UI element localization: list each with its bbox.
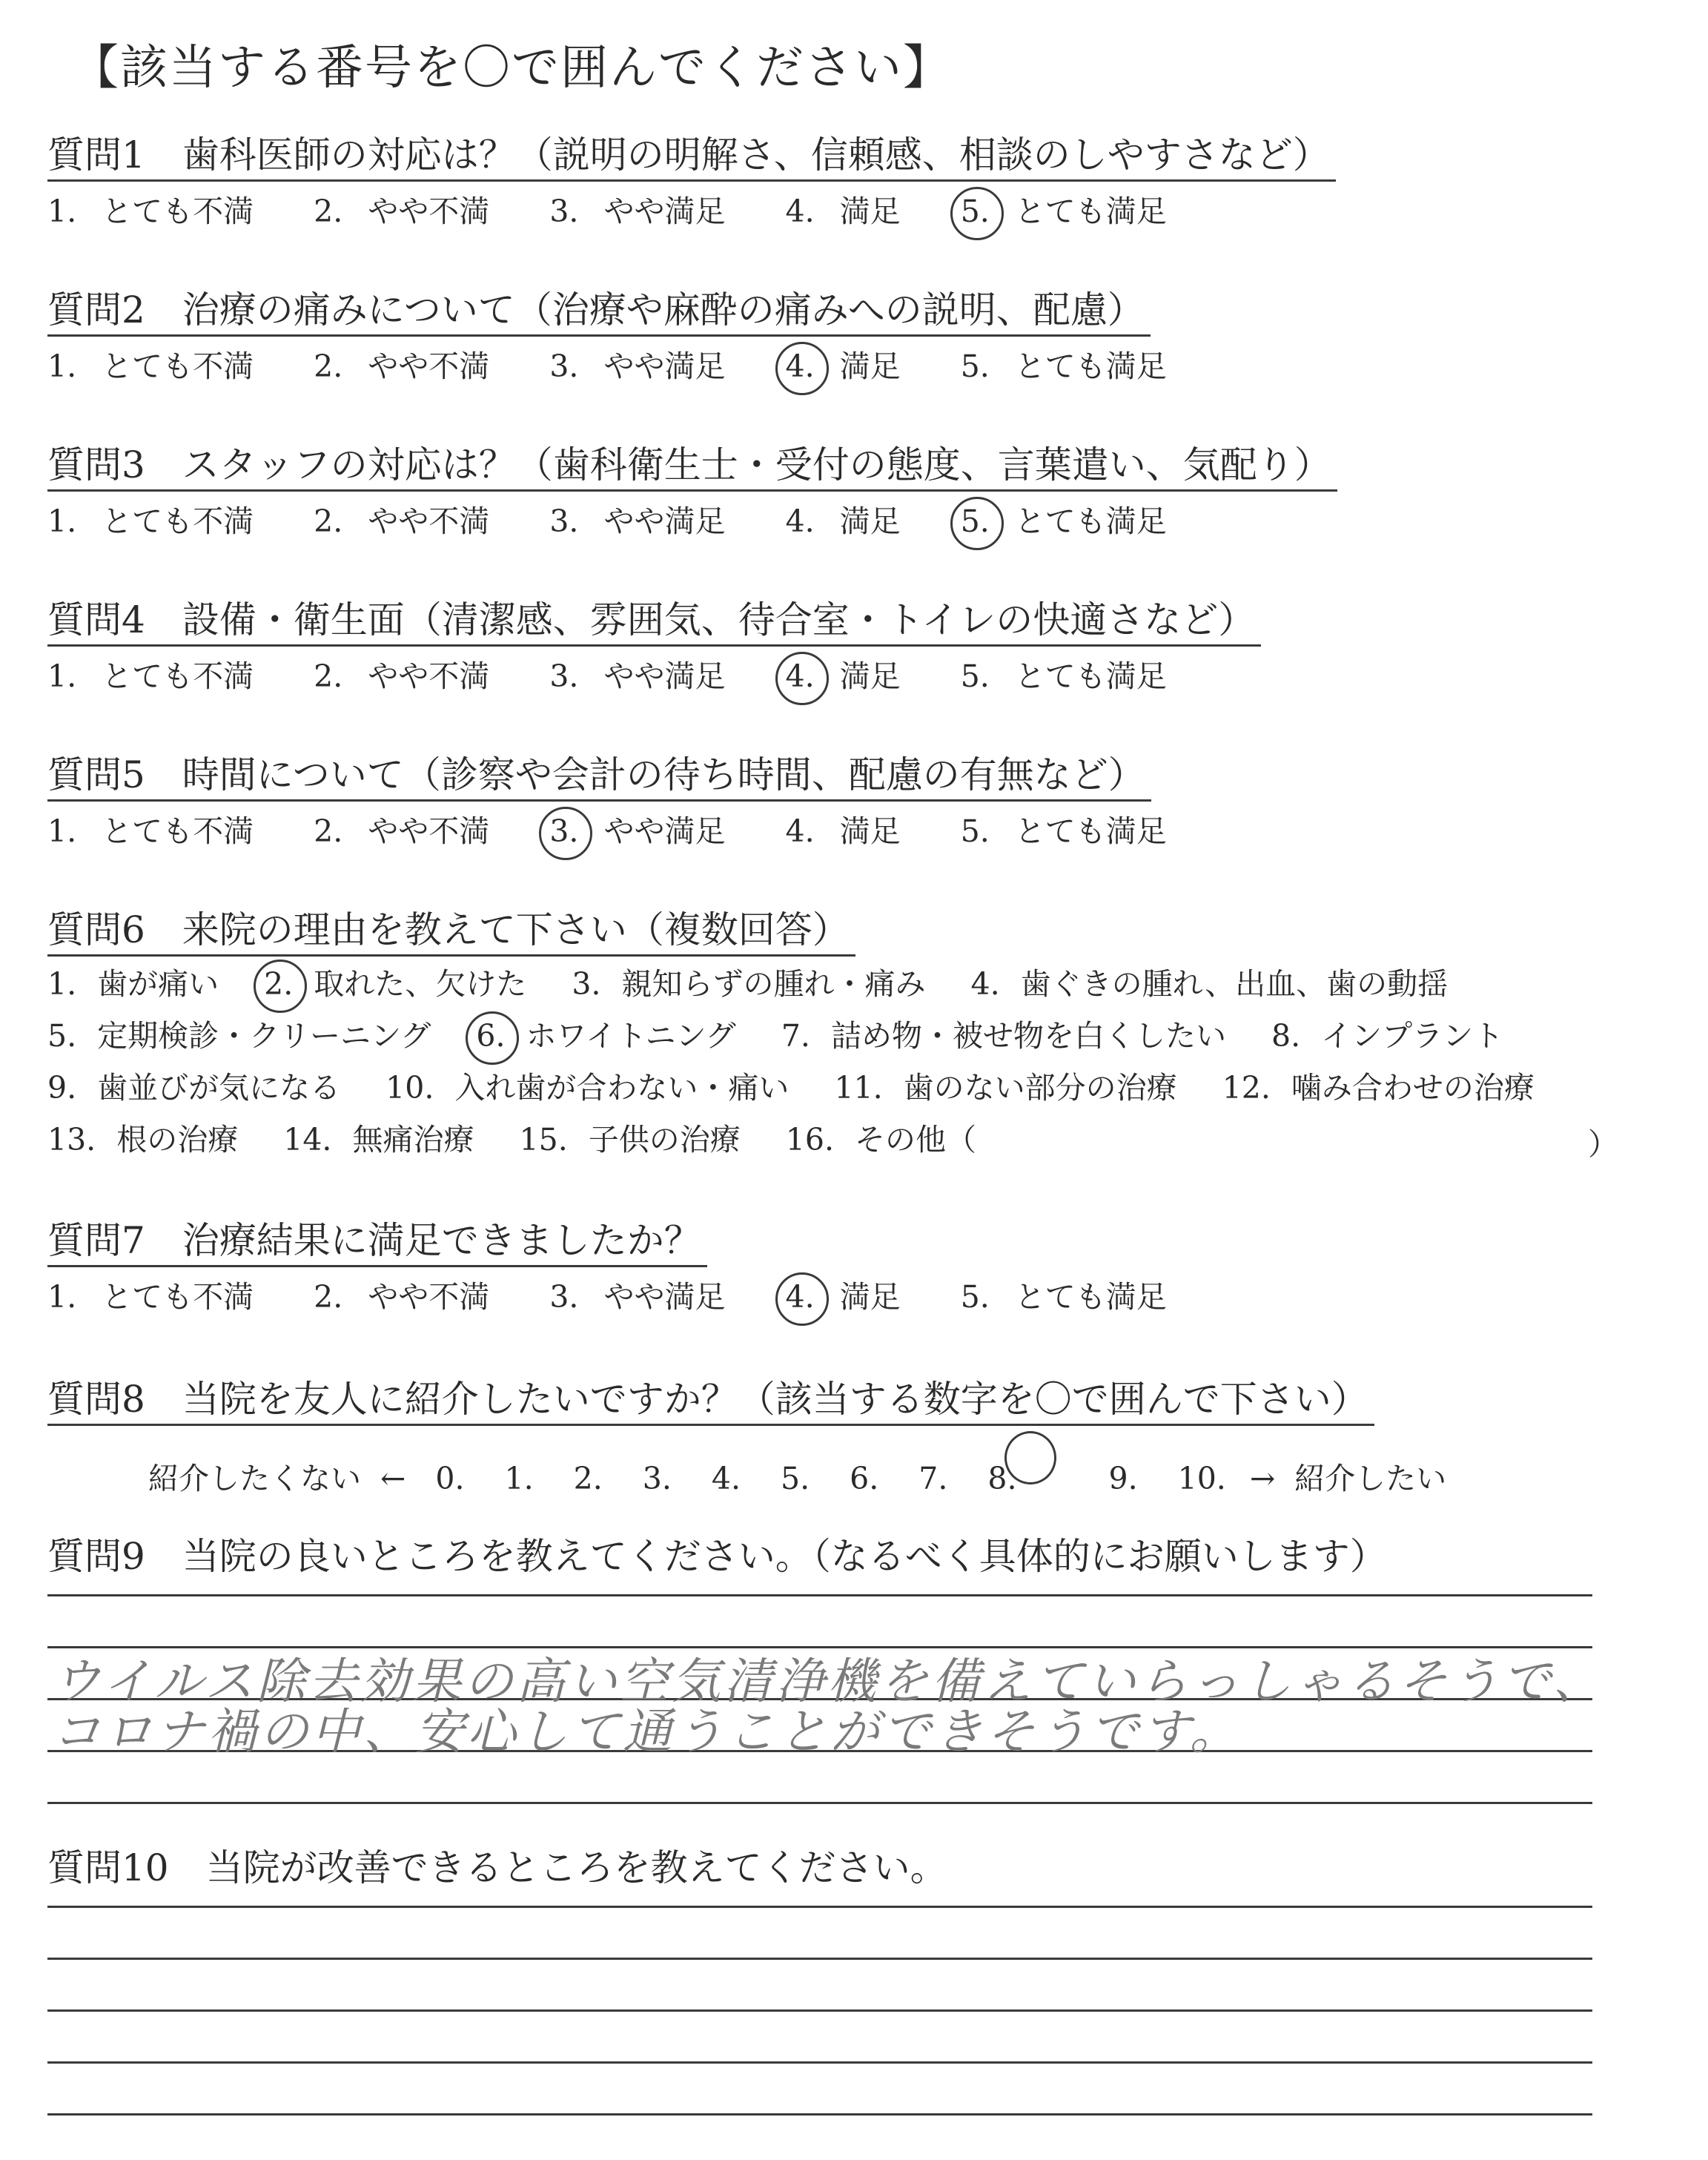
question-3-options	[47, 501, 1217, 541]
option[interactable]	[786, 191, 901, 231]
option[interactable]	[572, 964, 925, 1004]
option[interactable]	[961, 346, 1167, 386]
option-number: 1.	[47, 966, 77, 1002]
option-label: とても不満	[102, 194, 254, 229]
scale-option-selected[interactable]	[987, 1436, 1068, 1499]
question-2-heading: 質問2 治療の痛みについて（治療や麻酔の痛みへの説明、配慮）	[47, 285, 1151, 337]
option[interactable]	[961, 811, 1167, 851]
option-number: 8.	[1271, 1018, 1301, 1054]
question-10-heading: 質問10 当院が改善できるところを教えてください。	[47, 1846, 947, 1889]
option-number: 4.	[785, 813, 815, 849]
recommendation-scale	[148, 1436, 1446, 1499]
option-label: とても不満	[102, 1279, 254, 1315]
option-label: とても満足	[1014, 349, 1167, 384]
option-number: 5.	[47, 1018, 77, 1054]
option-selected[interactable]	[961, 191, 1167, 231]
question-6-heading: 質問6 来院の理由を教えて下さい（複数回答）	[47, 905, 855, 957]
option-number: 12.	[1222, 1070, 1271, 1106]
option-number-text: 5.	[960, 194, 990, 229]
option-number: 10.	[385, 1070, 434, 1106]
question-7-options	[47, 1277, 1217, 1317]
option-selected[interactable]	[786, 1277, 901, 1317]
option-number-text: 6.	[476, 1018, 506, 1054]
option[interactable]	[786, 811, 901, 851]
option[interactable]	[549, 346, 725, 386]
option-number: 15.	[519, 1122, 568, 1157]
option-number	[476, 1016, 505, 1056]
option[interactable]	[47, 1120, 238, 1160]
option[interactable]	[961, 656, 1167, 696]
option-number: 16.	[785, 1122, 835, 1157]
scale-option[interactable]: 10.	[1177, 1461, 1226, 1496]
answer-line	[47, 2009, 1592, 2012]
option-number: 4.	[785, 503, 815, 539]
question-6-row-3	[47, 1068, 1570, 1108]
option-number: 5.	[960, 1279, 990, 1315]
option-label: 満足	[839, 194, 901, 229]
option[interactable]	[549, 191, 725, 231]
option-label: 歯並びが気になる	[97, 1070, 341, 1106]
question-7-heading: 質問7 治療結果に満足できましたか？	[47, 1216, 707, 1267]
question-1-heading: 質問1 歯科医師の対応は？（説明の明解さ、信頼感、相談のしやすさなど）	[47, 131, 1336, 182]
option-number: 5.	[960, 813, 990, 849]
option-label: とても満足	[1014, 503, 1167, 539]
question-4-heading: 質問4 設備・衛生面（清潔感、雰囲気、待合室・トイレの快適さなど）	[47, 595, 1261, 647]
option[interactable]	[549, 656, 725, 696]
option-label: 入れ歯が合わない・痛い	[454, 1070, 790, 1106]
answer-line	[47, 1906, 1592, 1908]
option[interactable]	[47, 656, 254, 696]
option-label: とても満足	[1014, 813, 1167, 849]
option-label: 無痛治療	[352, 1122, 474, 1157]
answer-line	[47, 1958, 1592, 1960]
option-number: 2.	[314, 503, 343, 539]
option[interactable]	[385, 1068, 789, 1108]
option[interactable]	[47, 964, 219, 1004]
option-number-text: 2.	[264, 966, 294, 1002]
option-label: 親知らずの腫れ・痛み	[621, 966, 926, 1002]
option[interactable]	[314, 501, 489, 541]
option-label: 満足	[839, 1279, 901, 1315]
option-number: 3.	[549, 503, 579, 539]
option-label: 満足	[839, 813, 901, 849]
option-number	[961, 501, 990, 541]
option-label: 取れた、欠けた	[314, 966, 527, 1002]
option[interactable]	[786, 501, 901, 541]
option-number: 11.	[834, 1070, 883, 1106]
other-paren-close: ）	[1588, 1126, 1618, 1162]
selection-circle-icon	[950, 187, 1004, 240]
option-label: 子供の治療	[588, 1122, 741, 1157]
option-label: やや満足	[603, 813, 726, 849]
option[interactable]	[314, 346, 489, 386]
option-number	[264, 964, 293, 1004]
option-label: やや満足	[603, 194, 726, 229]
option-number: 1.	[47, 813, 77, 849]
option-label: とても不満	[102, 503, 254, 539]
question-8-heading: 質問8 当院を友人に紹介したいですか？（該当する数字を〇で囲んで下さい）	[47, 1375, 1374, 1426]
option-label: やや不満	[368, 503, 490, 539]
option-number: 3.	[549, 658, 579, 694]
scale-option[interactable]: 4.	[711, 1461, 741, 1496]
selection-circle-icon	[466, 1011, 519, 1065]
option[interactable]	[47, 191, 254, 231]
option-label: 定期検診・クリーニング	[97, 1018, 431, 1054]
selection-circle-icon	[775, 342, 829, 395]
question-1-options	[47, 191, 1217, 231]
scale-right-label: 紹介したい	[1294, 1461, 1447, 1496]
answer-line	[47, 2061, 1592, 2064]
option-label: その他（	[855, 1122, 977, 1157]
scale-option[interactable]: 0.	[435, 1461, 465, 1496]
option-number-text: 4.	[785, 1279, 815, 1315]
handwritten-answer-line-2: コロナ禍の中、安心して通うことができそうです。	[52, 1703, 1242, 1760]
question-6-row-2	[47, 1016, 1539, 1056]
option[interactable]	[314, 1277, 489, 1317]
option-number: 3.	[549, 194, 579, 229]
scale-option[interactable]: 2.	[573, 1461, 603, 1496]
option[interactable]	[549, 1277, 725, 1317]
option-label: インプラント	[1321, 1018, 1504, 1054]
option[interactable]	[781, 1016, 1226, 1056]
option-selected[interactable]	[476, 1016, 735, 1056]
option-selected[interactable]	[961, 501, 1167, 541]
option-number: 1.	[47, 503, 77, 539]
option-number: 2.	[314, 1279, 343, 1315]
scale-option[interactable]: 7.	[918, 1461, 948, 1496]
question-3-heading: 質問3 スタッフの対応は？（歯科衛生士・受付の態度、言葉遣い、気配り）	[47, 440, 1337, 492]
option[interactable]	[314, 656, 489, 696]
option-number: 7.	[781, 1018, 810, 1054]
option-label: 満足	[839, 503, 901, 539]
option[interactable]	[961, 1277, 1167, 1317]
option-label: やや不満	[368, 1279, 490, 1315]
scale-option-text: 8.	[987, 1461, 1017, 1496]
option[interactable]	[314, 191, 489, 231]
option-label: とても満足	[1014, 1279, 1167, 1315]
option[interactable]	[47, 346, 254, 386]
question-2-options	[47, 346, 1217, 386]
option-number: 5.	[960, 349, 990, 384]
option-number-text: 5.	[960, 503, 990, 539]
option-label: とても満足	[1014, 658, 1167, 694]
arrow-left-icon: ←	[380, 1461, 406, 1496]
option-number: 2.	[314, 194, 343, 229]
option[interactable]	[47, 1016, 431, 1056]
option-number-text: 4.	[785, 349, 815, 384]
option-selected[interactable]	[786, 346, 901, 386]
option-number: 3.	[549, 349, 579, 384]
option-selected[interactable]	[786, 656, 901, 696]
question-9-heading: 質問9 当院の良いところを教えてください。（なるべく具体的にお願いします）	[47, 1535, 1387, 1578]
selection-circle-icon	[254, 960, 307, 1013]
scale-left-label: 紹介したくない	[148, 1461, 361, 1496]
option-number: 2.	[314, 349, 343, 384]
option[interactable]	[314, 811, 489, 851]
option-label: やや不満	[368, 349, 490, 384]
option-number: 3.	[572, 966, 601, 1002]
option-selected[interactable]	[264, 964, 526, 1004]
question-4-options	[47, 656, 1217, 696]
question-5-options	[47, 811, 1217, 851]
option-selected[interactable]	[549, 811, 725, 851]
selection-circle-icon	[950, 497, 1004, 550]
option-number	[786, 346, 815, 386]
option-number	[786, 1277, 815, 1317]
option[interactable]	[47, 1277, 254, 1317]
option[interactable]	[971, 964, 1449, 1004]
option-label: 歯が痛い	[97, 966, 219, 1002]
option-number: 13.	[47, 1122, 96, 1157]
scale-option[interactable]: 3.	[642, 1461, 672, 1496]
handwritten-answer-line-1: ウイルス除去効果の高い空気清浄機を備えていらっしゃるそうで、	[52, 1653, 1605, 1710]
option-label: やや満足	[603, 658, 726, 694]
option[interactable]	[1271, 1016, 1503, 1056]
option-number	[961, 191, 990, 231]
question-5-heading: 質問5 時間について（診察や会計の待ち時間、配慮の有無など）	[47, 750, 1151, 802]
option-label: とても不満	[102, 658, 254, 694]
option[interactable]	[1222, 1068, 1535, 1108]
option[interactable]	[283, 1120, 474, 1160]
option-number: 2.	[314, 658, 343, 694]
option-number	[549, 811, 578, 851]
option-number-text: 3.	[549, 813, 579, 849]
option-label: 満足	[839, 658, 901, 694]
option-label: やや満足	[603, 1279, 726, 1315]
option-label: やや不満	[368, 658, 490, 694]
option[interactable]	[47, 1068, 340, 1108]
option-label: とても不満	[102, 349, 254, 384]
option-number: 9.	[47, 1070, 77, 1106]
option-number: 1.	[47, 1279, 77, 1315]
option-label: とても不満	[102, 813, 254, 849]
option-label: やや不満	[368, 194, 490, 229]
option[interactable]	[834, 1068, 1176, 1108]
option-number: 3.	[549, 1279, 579, 1315]
option-number: 2.	[314, 813, 343, 849]
selection-circle-icon	[775, 1272, 829, 1326]
option-label: ホワイトニング	[526, 1018, 736, 1054]
option-label: 詰め物・被せ物を白くしたい	[830, 1018, 1226, 1054]
question-6-row-4	[47, 1120, 1012, 1160]
scale-option[interactable]: 9.	[1108, 1461, 1138, 1496]
option[interactable]	[520, 1120, 741, 1160]
option-number: 1.	[47, 349, 77, 384]
option-label: 根の治療	[116, 1122, 239, 1157]
option-number: 5.	[960, 658, 990, 694]
selection-circle-icon	[539, 807, 592, 860]
option-label: やや満足	[603, 349, 726, 384]
answer-line	[47, 1802, 1592, 1804]
option[interactable]	[47, 501, 254, 541]
question-6-row-1	[47, 964, 1483, 1004]
arrow-right-icon: →	[1249, 1461, 1276, 1496]
option-label: やや不満	[368, 813, 490, 849]
scale-option[interactable]: 5.	[780, 1461, 810, 1496]
option-label: やや満足	[603, 503, 726, 539]
option-label: 歯のない部分の治療	[903, 1070, 1177, 1106]
selection-circle-icon	[775, 652, 829, 705]
answer-line	[47, 1594, 1592, 1596]
option-number: 4.	[970, 966, 1000, 1002]
answer-line	[47, 2113, 1592, 2116]
selection-circle-icon	[1004, 1431, 1056, 1484]
option-number-text: 4.	[785, 658, 815, 694]
option-label: 噛み合わせの治療	[1291, 1070, 1535, 1106]
option-number: 4.	[785, 194, 815, 229]
option-label: 満足	[839, 349, 901, 384]
option-label: 歯ぐきの腫れ、出血、歯の動揺	[1020, 966, 1449, 1002]
option[interactable]	[47, 811, 254, 851]
scale-option[interactable]: 6.	[850, 1461, 879, 1496]
instruction-title: 【該当する番号を〇で囲んでください】	[71, 41, 952, 96]
scale-option[interactable]: 1.	[504, 1461, 534, 1496]
option-other[interactable]	[786, 1120, 976, 1160]
option-number: 14.	[283, 1122, 332, 1157]
option-number: 1.	[47, 658, 77, 694]
option-label: とても満足	[1014, 194, 1167, 229]
option-number: 1.	[47, 194, 77, 229]
option-number	[786, 656, 815, 696]
option[interactable]	[549, 501, 725, 541]
